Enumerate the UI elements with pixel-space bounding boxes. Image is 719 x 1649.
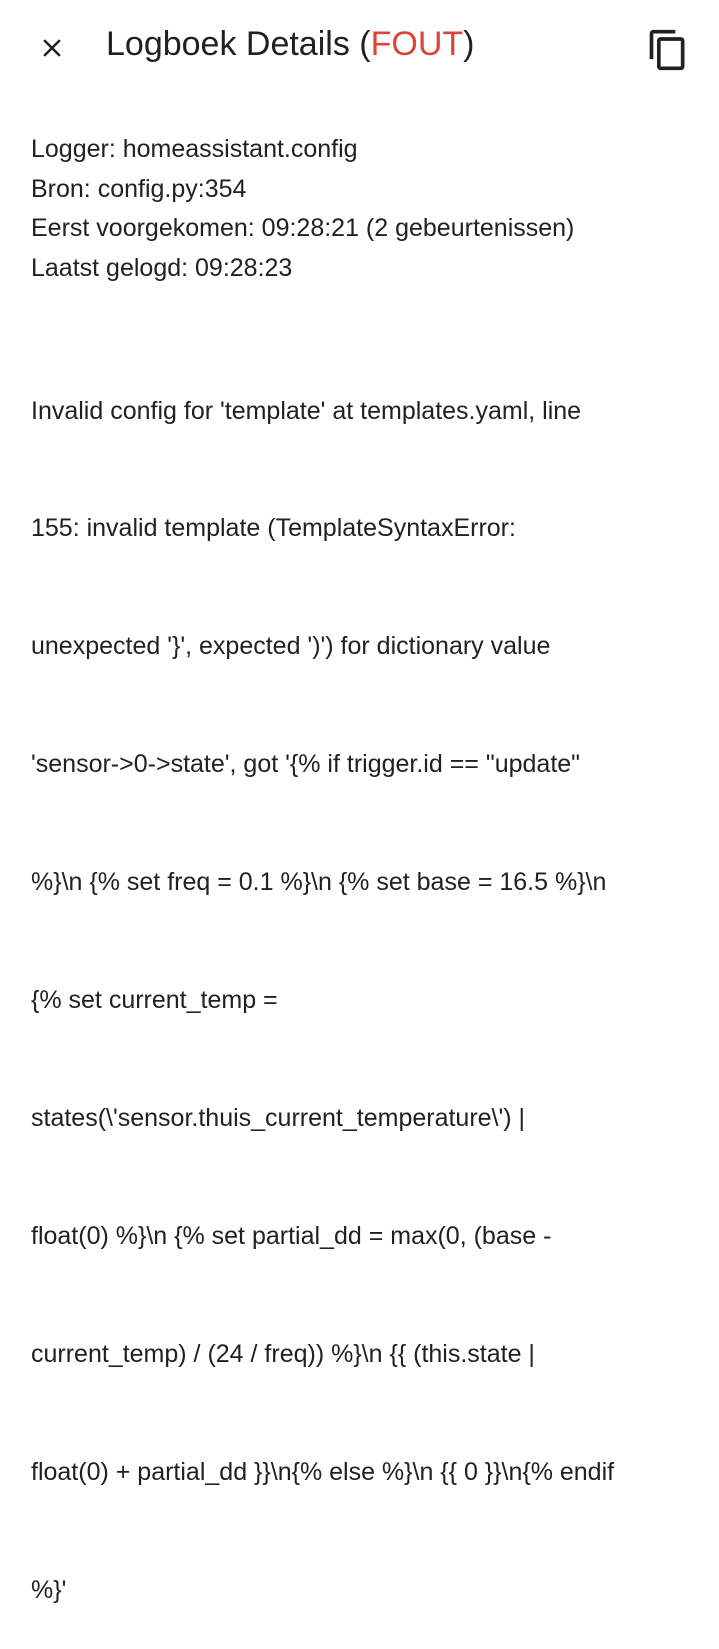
- close-button[interactable]: [28, 24, 76, 72]
- message-line: 155: invalid template (TemplateSyntaxError:: [31, 514, 516, 543]
- title-text: Logboek Details (: [106, 25, 371, 63]
- copy-button[interactable]: [642, 24, 694, 76]
- log-details: [31, 130, 574, 288]
- last-logged-line: Laatst gelogd: 09:28:23: [31, 253, 293, 282]
- message-line: %}\n {% set freq = 0.1 %}\n {% set base = 16.5 %}\n: [31, 868, 607, 897]
- message-line: {% set current_temp =: [31, 986, 278, 1015]
- message-line: float(0) + partial_dd }}\n{% else %}\n {{ 0 }}\n{% endif: [31, 1457, 615, 1486]
- close-icon: [37, 33, 67, 63]
- message-line: 'sensor->0->state', got '{% if trigger.id == "update": [31, 750, 581, 779]
- copy-icon: [646, 28, 690, 72]
- dialog-header: [0, 0, 719, 96]
- message-line: Invalid config for 'template' at templates.yaml, line: [31, 396, 582, 425]
- dialog-title: [106, 22, 474, 66]
- message-line: %}': [31, 1575, 67, 1604]
- message-line: current_temp) / (24 / freq)) %}\n {{ (this.state |: [31, 1339, 535, 1368]
- message-line: unexpected '}', expected ')') for dictionary value: [31, 632, 551, 661]
- message-line: states(\'sensor.thuis_current_temperature\') |: [31, 1103, 526, 1132]
- message-line: float(0) %}\n {% set partial_dd = max(0, (base -: [31, 1221, 552, 1250]
- log-message: [31, 313, 701, 1649]
- log-level-label: FOUT: [370, 25, 464, 63]
- logger-line: Logger: homeassistant.config: [31, 135, 358, 163]
- title-suffix: ): [463, 25, 475, 63]
- first-occurred-line: Eerst voorgekomen: 09:28:21 (2 gebeurtenissen): [31, 214, 575, 242]
- source-line: Bron: config.py:354: [31, 174, 247, 203]
